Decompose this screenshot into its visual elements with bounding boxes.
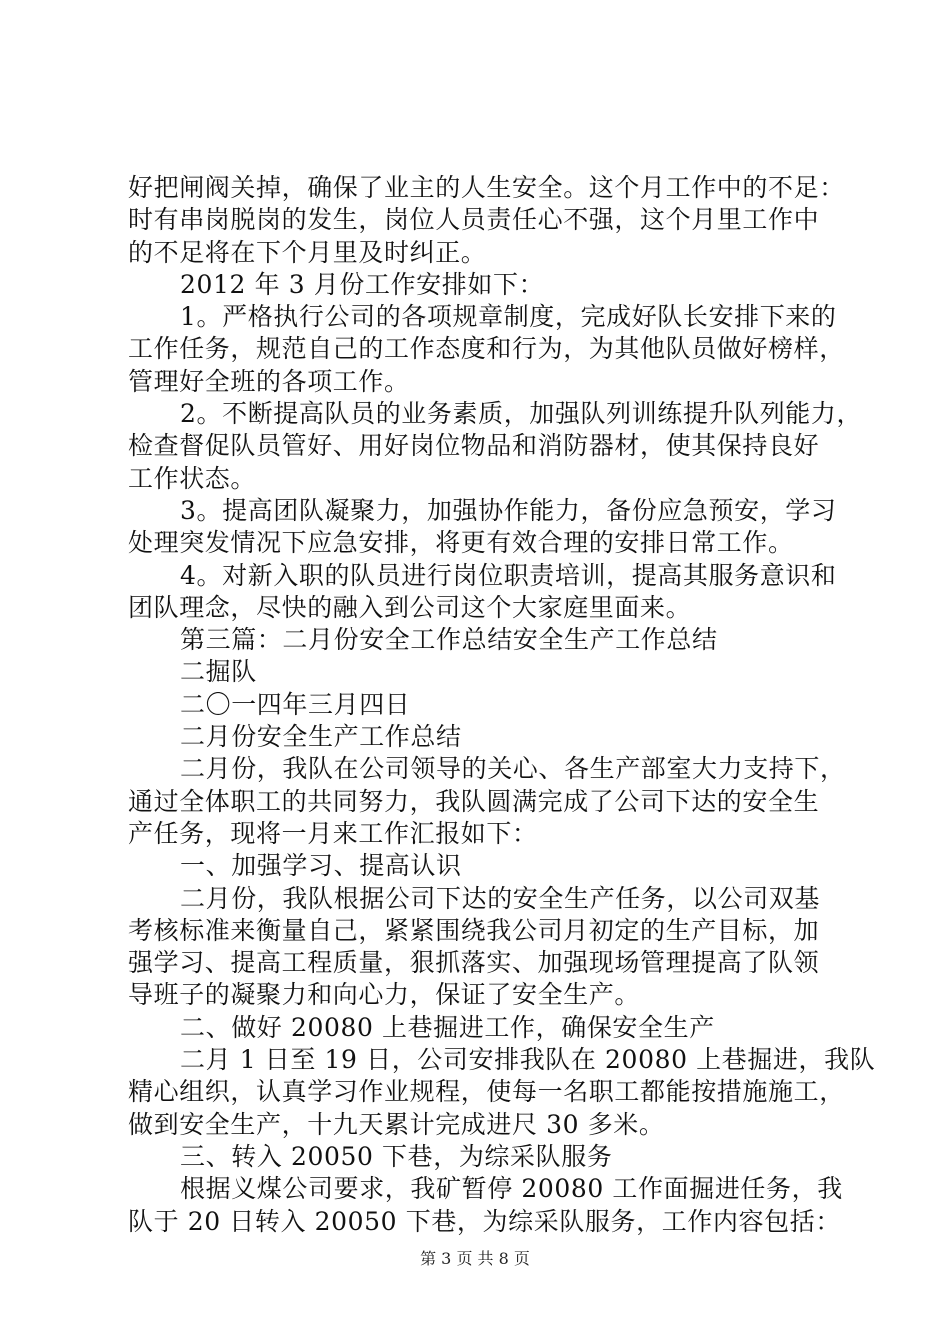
text-line: 二月份安全生产工作总结 bbox=[180, 722, 462, 752]
text-line: 二月份，我队在公司领导的关心、各生产部室大力支持下， bbox=[180, 754, 846, 784]
text-line: 处理突发情况下应急安排，将更有效合理的安排日常工作。 bbox=[128, 528, 794, 558]
text-line: 考核标准来衡量自己，紧紧围绕我公司月初定的生产目标，加 bbox=[128, 915, 820, 945]
text-line: 通过全体职工的共同努力，我队圆满完成了公司下达的安全生 bbox=[128, 786, 820, 816]
text-line: 二、做好 20080 上巷掘进工作，确保安全生产 bbox=[180, 1012, 715, 1042]
text-line: 二月份，我队根据公司下达的安全生产任务，以公司双基 bbox=[180, 883, 821, 913]
text-line: 2。不断提高队员的业务素质，加强队列训练提升队列能力， bbox=[180, 399, 863, 429]
text-line: 精心组织，认真学习作业规程，使每一名职工都能按措施施工， bbox=[128, 1077, 845, 1107]
text-line: 导班子的凝聚力和向心力，保证了安全生产。 bbox=[128, 980, 641, 1010]
text-line: 时有串岗脱岗的发生，岗位人员责任心不强，这个月里工作中 bbox=[128, 205, 820, 235]
text-line: 工作任务，规范自己的工作态度和行为，为其他队员做好榜样， bbox=[128, 334, 845, 364]
text-line: 团队理念，尽快的融入到公司这个大家庭里面来。 bbox=[128, 592, 692, 622]
text-line: 好把闸阀关掉，确保了业主的人生安全。这个月工作中的不足： bbox=[128, 173, 845, 202]
text-line: 2012 年 3 月份工作安排如下： bbox=[180, 269, 545, 299]
text-line: 根据义煤公司要求，我矿暂停 20080 工作面掘进任务，我 bbox=[180, 1174, 843, 1204]
text-line: 三、转入 20050 下巷，为综采队服务 bbox=[180, 1141, 613, 1171]
text-line: 产任务，现将一月来工作汇报如下： bbox=[128, 818, 538, 848]
text-line: 二掘队 bbox=[180, 657, 257, 687]
text-line: 强学习、提高工程质量，狠抓落实、加强现场管理提高了队领 bbox=[128, 948, 820, 978]
text-line: 管理好全班的各项工作。 bbox=[128, 366, 410, 396]
text-line: 3。提高团队凝聚力，加强协作能力，备份应急预安，学习 bbox=[180, 495, 837, 525]
text-line: 4。对新入职的队员进行岗位职责培训，提高其服务意识和 bbox=[180, 560, 837, 590]
text-line: 队于 20 日转入 20050 下巷，为综采队服务，工作内容包括： bbox=[128, 1206, 841, 1236]
text-line: 二月 1 日至 19 日，公司安排我队在 20080 上巷掘进，我队 bbox=[180, 1045, 876, 1075]
text-line: 检查督促队员管好、用好岗位物品和消防器材，使其保持良好 bbox=[128, 431, 820, 461]
document-body bbox=[128, 172, 876, 1238]
text-line: 工作状态。 bbox=[128, 463, 257, 493]
text-line: 1。严格执行公司的各项规章制度，完成好队长安排下来的 bbox=[180, 302, 837, 332]
text-line: 做到安全生产，十九天累计完成进尺 30 多米。 bbox=[128, 1109, 665, 1139]
text-line: 的不足将在下个月里及时纠正。 bbox=[128, 237, 487, 267]
page-footer: 第 3 页 共 8 页 bbox=[420, 1249, 530, 1268]
text-line: 二〇一四年三月四日 bbox=[180, 689, 411, 719]
text-line: 一、加强学习、提高认识 bbox=[180, 851, 462, 881]
text-line: 第三篇：二月份安全工作总结安全生产工作总结 bbox=[180, 625, 718, 655]
